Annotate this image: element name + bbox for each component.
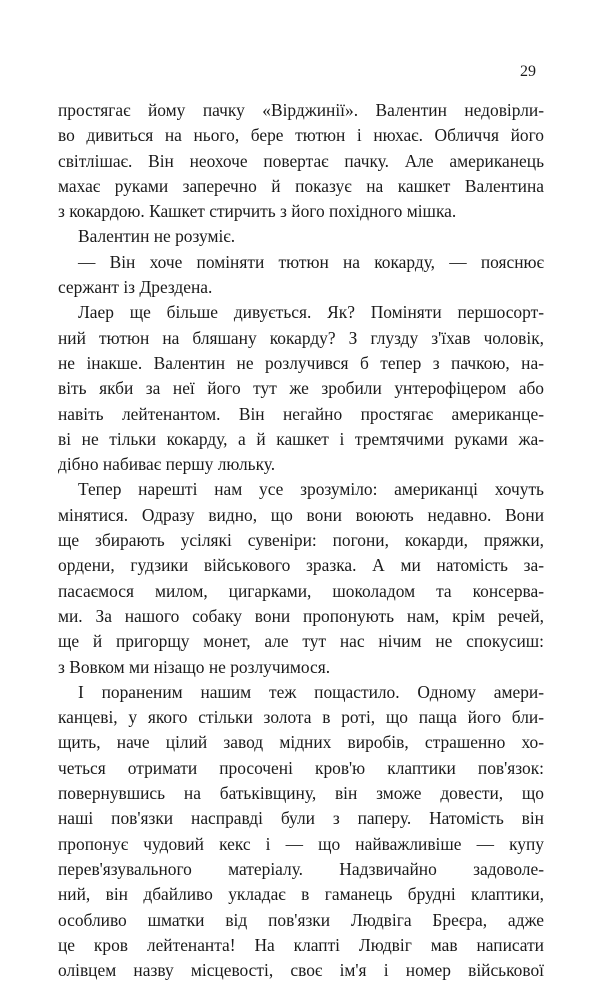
text-line: Лаер ще більше дивується. Як? Поміняти першосорт-: [78, 302, 544, 323]
text-line: це кров лейтенанта! На клапті Людвіг мав написати: [58, 934, 544, 955]
text-line: ний, він дбайливо укладає в гаманець брудні клаптики,: [58, 884, 544, 905]
text-line: віть якби за неї його тут же зробили унтерофіцером або: [58, 378, 544, 399]
text-line: особливо шматки від пов'язки Людвіга Бреєра, адже: [58, 909, 544, 930]
text-line: ще збирають усілякі сувеніри: погони, кокарди, пряжки,: [58, 530, 544, 551]
text-line: Тепер нарешті нам усе зрозуміло: американці хочуть: [78, 479, 544, 500]
body-text: [58, 98, 544, 983]
page-number: 29: [520, 63, 536, 80]
text-line: — Він хоче поміняти тютюн на кокарду, — пояснює: [78, 251, 544, 272]
text-line: наші пов'язки насправді були з паперу. Натомість він: [58, 808, 544, 829]
text-line: ордени, гудзики військового зразка. А ми натомість за-: [58, 555, 544, 576]
text-line: канцеві, у якого стільки золота в роті, що паща його бли-: [58, 707, 544, 728]
text-line: світлішає. Він неохоче повертає пачку. Але американець: [58, 150, 544, 171]
text-line: повернувшись на батьківщину, він зможе довести, що: [58, 783, 544, 804]
text-line: пропонує чудовий кекс і — що найважливіше — купу: [58, 833, 544, 854]
text-line: дібно набиває першу люльку.: [58, 454, 276, 475]
text-line: пасаємося милом, цигарками, шоколадом та консерва-: [58, 580, 544, 601]
text-line: четься отримати просочені кров'ю клаптики пов'язок:: [58, 757, 544, 778]
text-line: ві не тільки кокарду, а й кашкет і тремтячими руками жа-: [58, 428, 544, 449]
text-line: Валентин не розуміє.: [78, 226, 236, 247]
text-line: І пораненим нашим теж пощастило. Одному амери-: [78, 681, 544, 702]
text-line: ще й пригорщу монет, але тут нас нічим не спокусиш:: [58, 631, 544, 652]
text-line: не інакше. Валентин не розлучився б тепер з пачкою, на-: [58, 352, 544, 373]
text-line: ми. За нашого собаку вони пропонують нам, крім речей,: [58, 605, 544, 626]
text-line: олівцем назву місцевості, своє ім'я і номер військової: [58, 960, 544, 981]
text-line: щить, наче цілий завод мідних виробів, страшенно хо-: [58, 732, 544, 753]
text-line: перев'язувального матеріалу. Надзвичайно задоволе-: [58, 858, 544, 879]
text-line: сержант із Дрездена.: [58, 277, 213, 298]
text-line: навіть лейтенантом. Він негайно простягає американце-: [58, 403, 544, 424]
text-line: з кокардою. Кашкет стирчить з його похідного мішка.: [58, 201, 457, 222]
text-line: во дивиться на нього, бере тютюн і нюхає. Обличчя його: [58, 125, 544, 146]
text-line: простягає йому пачку «Вірджинії». Валентин недовірли-: [58, 100, 544, 120]
text-line: ний тютюн на бляшану кокарду? З глузду з'їхав чоловік,: [58, 327, 544, 348]
text-line: мінятися. Одразу видно, що вони воюють недавно. Вони: [58, 504, 544, 525]
text-line: махає руками заперечно й показує на кашкет Валентина: [58, 175, 544, 196]
text-line: з Вовком ми нізащо не розлучимося.: [58, 656, 331, 677]
